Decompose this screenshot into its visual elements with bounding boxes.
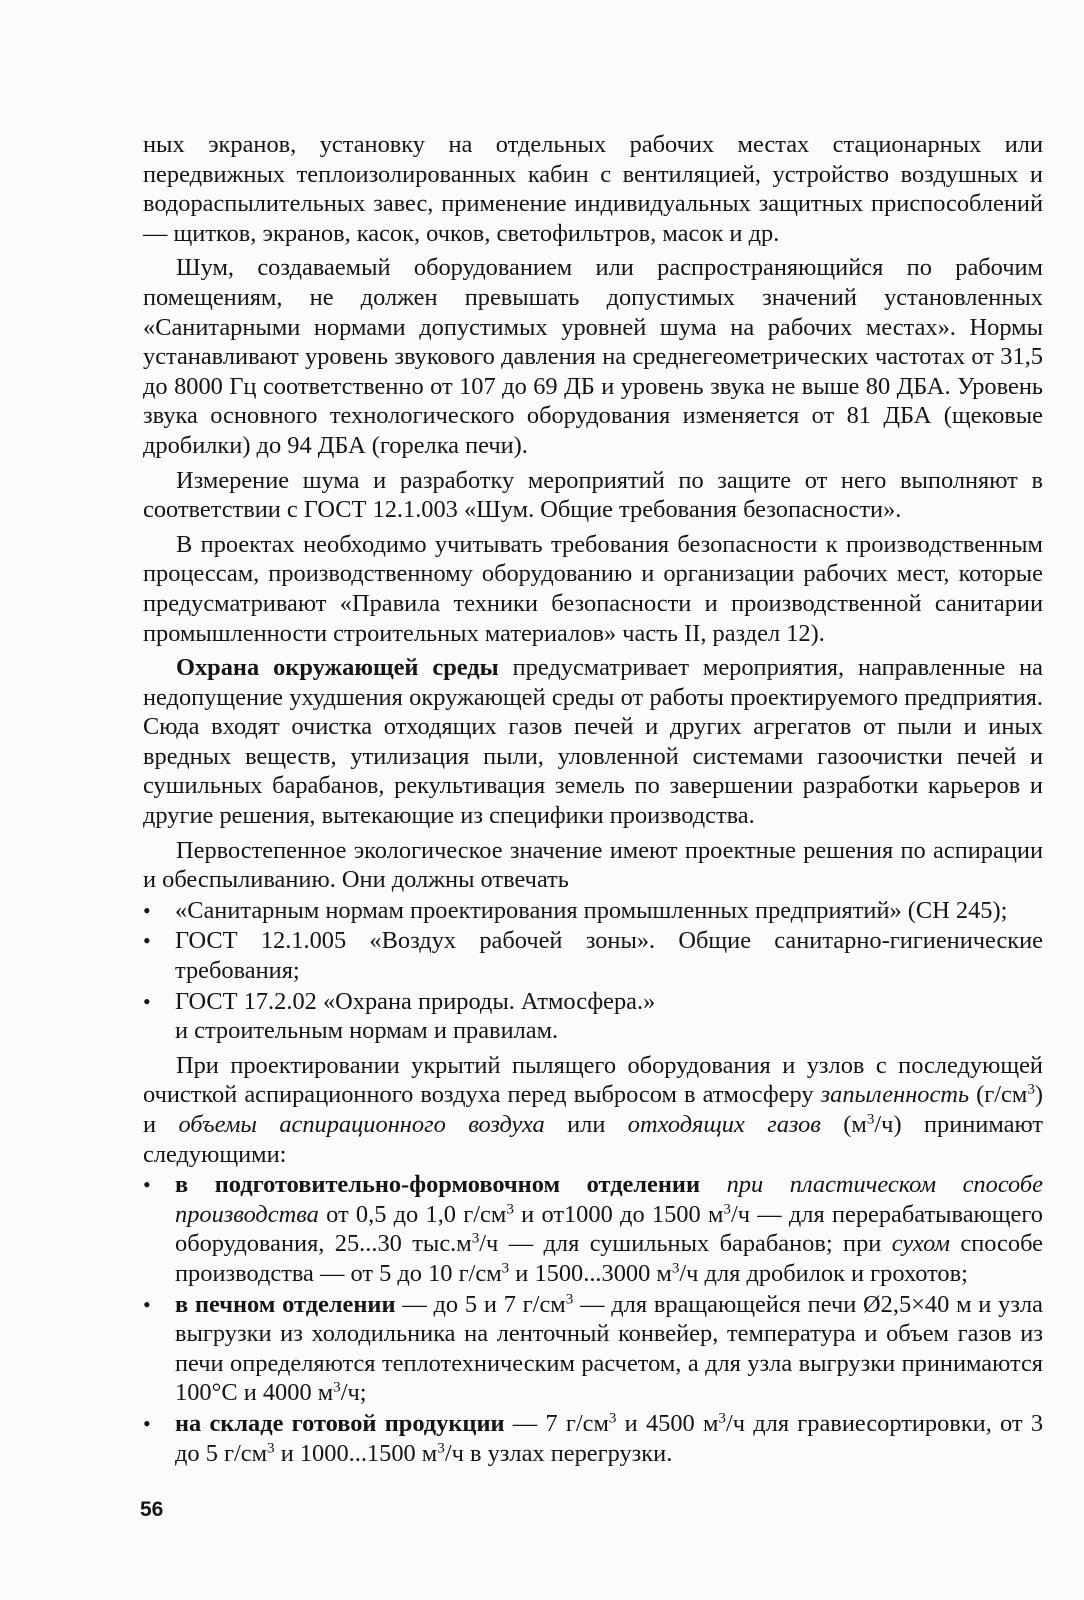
- departments-list: [143, 1170, 1043, 1468]
- list-item-kiln-department: • в печном отделении — до 5 и 7 $г/см^3$ — для вращающейся печи Ø2,5×40 м и узла выгрузки из холодильника на ленточный конвейер, температура и объем газов из печи определяются теплотехническим расчетом, а для узла выгрузки принимаются 100°С и 4000 $м^3/ч$;: [143, 1290, 1043, 1408]
- list-item-norm-gost-17-2-02: • ГОСТ 17.2.02 «Охрана природы. Атмосфера.»: [143, 987, 1043, 1017]
- paragraph-noise: Шум, создаваемый оборудованием или распространяющийся по рабочим помещениям, не должен превышать допустимых значений установленных «Санитарными нормами допустимых уровней шума на рабочих местах». Нормы устанавливают уровень звукового давления на среднегеометрических частотах от 31,5 до 8000 Гц соответственно от 107 до 69 ДБ и уровень звука не выше 80 ДБА. Уровень звука основного технологического оборудования изменяется от 81 ДБА (щековые дробилки) до 94 ДБА (горелка печи).: [143, 254, 1043, 459]
- page-body: [143, 130, 1043, 1468]
- term-environment-protection: Охрана окружающей среды: [176, 654, 499, 682]
- list-item-finished-goods-warehouse: • на складе готовой продукции — 7 $г/см^3$ и 4500 $м^3/ч$ для гравиесортировки, от 3 до 5 $г/см^3$ и 1000...1500 $м^3/ч$ в узлах перегрузки.: [143, 1409, 1043, 1468]
- paragraph-environment: Охрана окружающей среды предусматривает мероприятия, направленные на недопущение ухудшения окружающей среды от работы проектируемого предприятия. Сюда входят очистка отходящих газов печей и других агрегатов от пыли и иных вредных веществ, утилизация пыли, уловленной системами газоочистки печей и сушильных барабанов, рекультивация земель по завершении разработки карьеров и другие решения, вытекающие из специфики производства.: [143, 654, 1043, 830]
- paragraph-safety-requirements: В проектах необходимо учитывать требования безопасности к производственным процессам, производственному оборудованию и организации рабочих мест, которые предусматривают «Правила техники безопасности и производственной санитарии промышленности строительных материалов» часть II, раздел 12).: [143, 530, 1043, 647]
- page-number: 56: [140, 1498, 164, 1521]
- paragraph-continuation: ных экранов, установку на отдельных рабочих местах стационарных или передвижных теплоизолированных кабин с вентиляцией, устройство воздушных и водораспылительных завес, применение индивидуальных защитных приспособлений — щитков, экранов, касок, очков, светофильтров, масок и др.: [143, 131, 1043, 247]
- paragraph-noise-measurement: Измерение шума и разработку мероприятий по защите от него выполняют в соответствии с ГОСТ 12.1.003 «Шум. Общие требования безопасности».: [143, 466, 1043, 524]
- norms-list-tail: и строительным нормам и правилам.: [175, 1017, 559, 1045]
- norms-list: [143, 896, 1043, 1016]
- list-item-norm-sn245: • «Санитарным нормам проектирования промышленных предприятий» (СН 245);: [143, 896, 1043, 926]
- list-item-forming-department: • в подготовительно-формовочном отделении при пластическом способе производства от 0,5 до 1,0 $г/см^3$ и от1000 до 1500 $м^3/ч$ — для перерабатывающего оборудования, 25...30 $тыс.м^3/ч$ — для сушильных барабанов; при сухом способе производства — от 5 до 10 $г/см^3$ и 1500...3000 $м^3/ч$ для дробилок и грохотов;: [143, 1170, 1043, 1288]
- paragraph-design: При проектировании укрытий пылящего оборудования и узлов с последующей очисткой аспирационного воздуха перед выбросом в атмосферу запыленность $(г/см^3)$ и объемы аспирационного воздуха или отходящих газов $(м^3/ч)$ принимают следующими:: [143, 1051, 1044, 1168]
- list-item-norm-gost-12-1-005: • ГОСТ 12.1.005 «Воздух рабочей зоны». Общие санитарно-гигиенические требования;: [143, 926, 1043, 985]
- paragraph-ecology: Первостепенное экологическое значение имеют проектные решения по аспирации и обеспыливанию. Они должны отвечать: [143, 836, 1043, 894]
